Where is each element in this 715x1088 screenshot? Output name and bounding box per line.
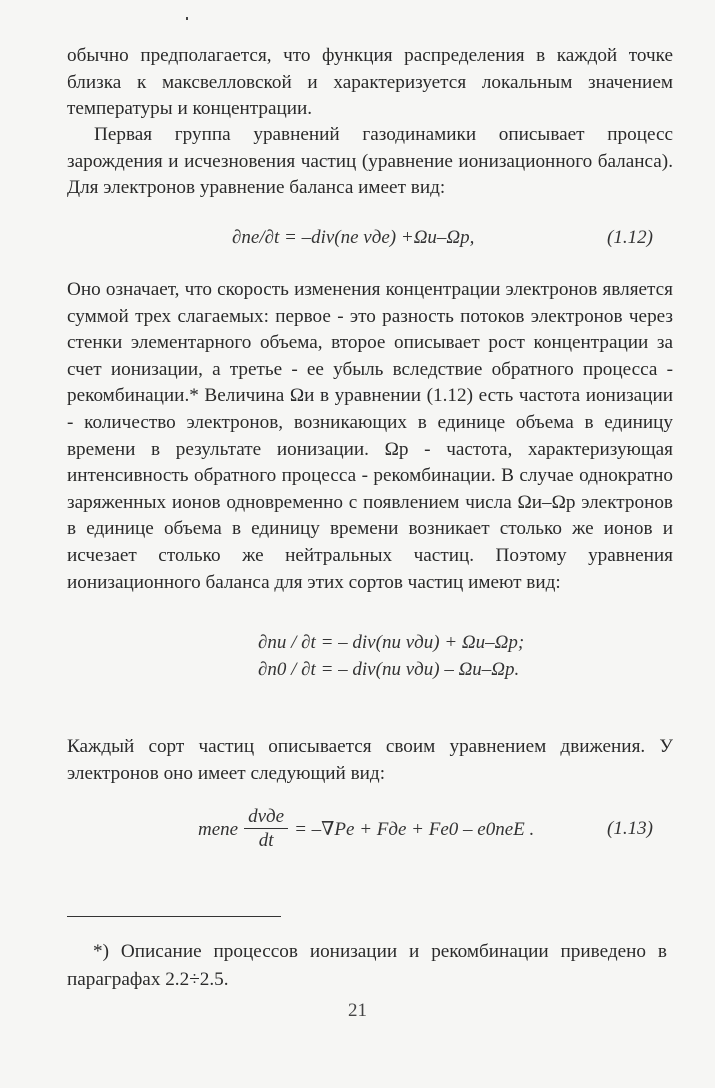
- equation-1-12: [232, 227, 474, 249]
- equation-1-13-number: (1.13): [607, 818, 653, 839]
- paragraph-gas-dynamics: Первая группа уравнений газодинамики описывает процесс зарождения и исчезновения частиц (уравнение ионизационного баланса). Для электронов уравнение баланса имеет вид:: [67, 124, 673, 199]
- equation-1-13-fraction: [244, 806, 288, 853]
- page-number: 21: [348, 1000, 367, 1021]
- equation-1-13-rhs: = –∇Pe + Fдe + Fe0 – e0neE .: [294, 819, 535, 840]
- footnote-divider: [67, 916, 281, 917]
- paragraph-motion: Каждый сорт частиц описывается своим уравнением движения. У электронов оно имеет следующий вид:: [67, 736, 673, 784]
- footnote: *) Описание процессов ионизации и рекомбинации приведено в параграфах 2.2÷2.5.: [67, 941, 667, 990]
- equation-1-13: [198, 806, 534, 853]
- equation-1-13-numerator: dvдe: [244, 806, 288, 829]
- equation-ion-balance-2: ∂n0 / ∂t = – div(nи vди) – Ωи–Ωр.: [258, 659, 520, 680]
- equation-ion-balance-1: ∂nи / ∂t = – div(nи vди) + Ωи–Ωр;: [258, 632, 525, 653]
- paragraph-intro: обычно предполагается, что функция распределения в каждой точке близка к максвелловской и характеризуется локальным значением температуры и концентрации.: [67, 45, 673, 120]
- equation-1-12-text: ∂ne/∂t = –div(ne vдe) +Ωи–Ωр,: [232, 227, 475, 248]
- equation-1-12-number: (1.12): [607, 227, 653, 248]
- equation-1-13-denominator: dt: [258, 830, 274, 851]
- paragraph-balance-explanation: Оно означает, что скорость изменения концентрации электронов является суммой трех слагаемых: первое - это разность потоков электронов через стенки элементарного объема, второе описывает рост концентрации за счет ионизации, а третье - ее убыль вследствие обратного процесса - рекомбинации.* Величина Ωи в уравнении (1.12) есть частота ионизации - количество электронов, возникающих в единице объема в единицу времени в результате ионизации. Ωр - частота, характеризующая интенсивность обратного процесса - рекомбинации. В случае однократно заряженных ионов одновременно с появлением числа Ωи–Ωр электронов в единице объема в единицу времени возникает столько же ионов и исчезает столько же нейтральных частиц. Поэтому уравнения ионизационного баланса для этих сортов частиц имеют вид:: [67, 279, 673, 593]
- equation-1-13-lhs: mеnе: [198, 818, 239, 840]
- scan-speck: [186, 17, 188, 20]
